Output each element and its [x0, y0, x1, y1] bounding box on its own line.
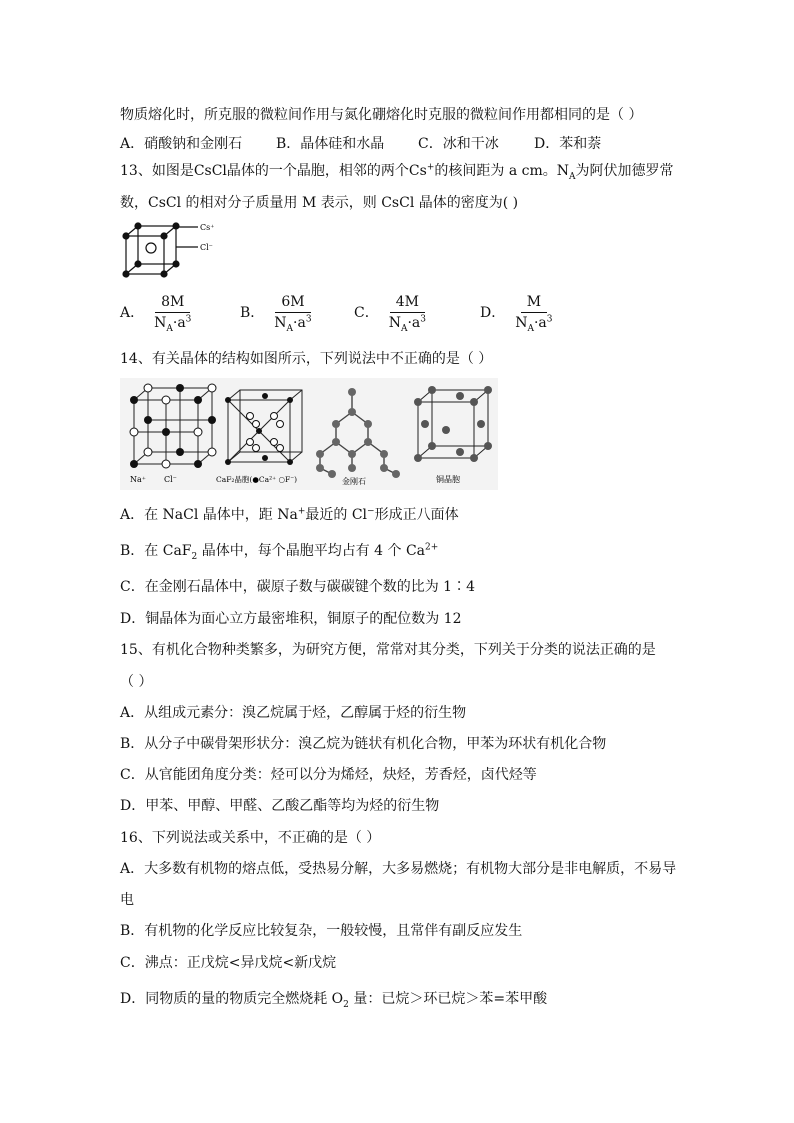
q15-option-c: C．从官能团角度分类：烃可以分为烯烃，炔烃，芳香烃，卤代烃等 — [120, 767, 537, 783]
caf2-legend: CaF₂晶胞(●Ca²⁺ ○F⁻) — [216, 475, 298, 484]
cscl-unit-cell-figure — [118, 220, 228, 284]
q12-option-d: D．苯和萘 — [534, 136, 602, 152]
q16-option-c: C．沸点：正戊烷<异戊烷<新戊烷 — [120, 955, 337, 971]
q14-option-d: D．铜晶体为面心立方最密堆积，铜原子的配位数为 12 — [120, 611, 462, 627]
q13-stem-line2: 数，CsCl 的相对分子质量用 M 表示，则 CsCl 晶体的密度为( ) — [120, 195, 519, 211]
q12-options — [120, 135, 601, 153]
q12-stem: 物质熔化时，所克服的微粒间作用与氮化硼熔化时克服的微粒间作用都相同的是（ ） — [120, 107, 643, 123]
q16-option-d: D．同物质的量的物质完全燃烧耗 $O_2$ 量：已烷＞环已烷＞苯=苯甲酸 — [120, 991, 548, 1010]
q12-option-b: B．晶体硅和水晶 — [276, 136, 385, 152]
q15-stem: 15、有机化合物种类繁多，为研究方便，常常对其分类，下列关于分类的说法正确的是 — [120, 642, 656, 658]
diamond-label: 金刚石 — [342, 477, 366, 486]
q14-stem: 14、有关晶体的结构如图所示，下列说法中不正确的是（ ） — [120, 351, 493, 367]
q13-option-d: D． $\frac{M}{N_A\cdot a^3}$ — [480, 293, 553, 334]
q12-option-c: C．冰和干冰 — [418, 136, 499, 152]
cl-ion-label: Cl⁻ — [200, 243, 213, 252]
q16-stem: 16、下列说法或关系中，不正确的是（ ） — [120, 830, 381, 846]
q15-option-b: B．从分子中碳骨架形状分：溴乙烷为链状有机化合物，甲苯为环状有机化合物 — [120, 736, 607, 752]
q13-option-c: C． $\frac{4M}{N_A\cdot a^3}$ — [354, 293, 426, 334]
q15-option-d: D．甲苯、甲醇、甲醛、乙酸乙酯等均为烃的衍生物 — [120, 798, 440, 814]
q14-option-c: C．在金刚石晶体中，碳原子数与碳碳键个数的比为 1∶4 — [120, 579, 475, 595]
q15-paren: （ ） — [120, 674, 153, 690]
na-legend: Na⁺ — [130, 475, 146, 484]
q12-option-a: A．硝酸钠和金刚石 — [120, 136, 243, 152]
cl-legend: Cl⁻ — [164, 475, 177, 484]
q14-option-a: A．在 NaCl 晶体中，距 Na+最近的 Cl−形成正八面体 — [120, 506, 459, 523]
q16-option-a-line2: 电 — [120, 892, 134, 908]
cs-ion-label: Cs⁺ — [200, 223, 215, 232]
copper-label: 铜晶胞 — [436, 475, 460, 484]
q13-option-b: B． $\frac{6M}{N_A\cdot a^3}$ — [240, 293, 312, 334]
q15-option-a: A．从组成元素分：溴乙烷属于烃，乙醇属于烃的衍生物 — [120, 705, 467, 721]
crystal-structures-figure — [120, 378, 498, 494]
q14-option-b: B．在 CaF$_2$ 晶体中，每个晶胞平均占有 4 个 $Ca^{2+}$ — [120, 542, 439, 562]
q13-options — [120, 292, 587, 332]
q16-option-a-line1: A．大多数有机物的熔点低，受热易分解，大多易燃烧；有机物大部分是非电解质，不易导 — [120, 861, 677, 877]
q13-stem-line1: 13、如图是CsCl晶体的一个晶胞，相邻的两个Cs+的核间距为 a cm。$N_A$为阿伏加德罗常 — [120, 162, 674, 182]
q13-option-a: A． $\frac{8M}{N_A\cdot a^3}$ — [120, 293, 192, 334]
q16-option-b: B．有机物的化学反应比较复杂，一般较慢，且常伴有副反应发生 — [120, 923, 523, 939]
